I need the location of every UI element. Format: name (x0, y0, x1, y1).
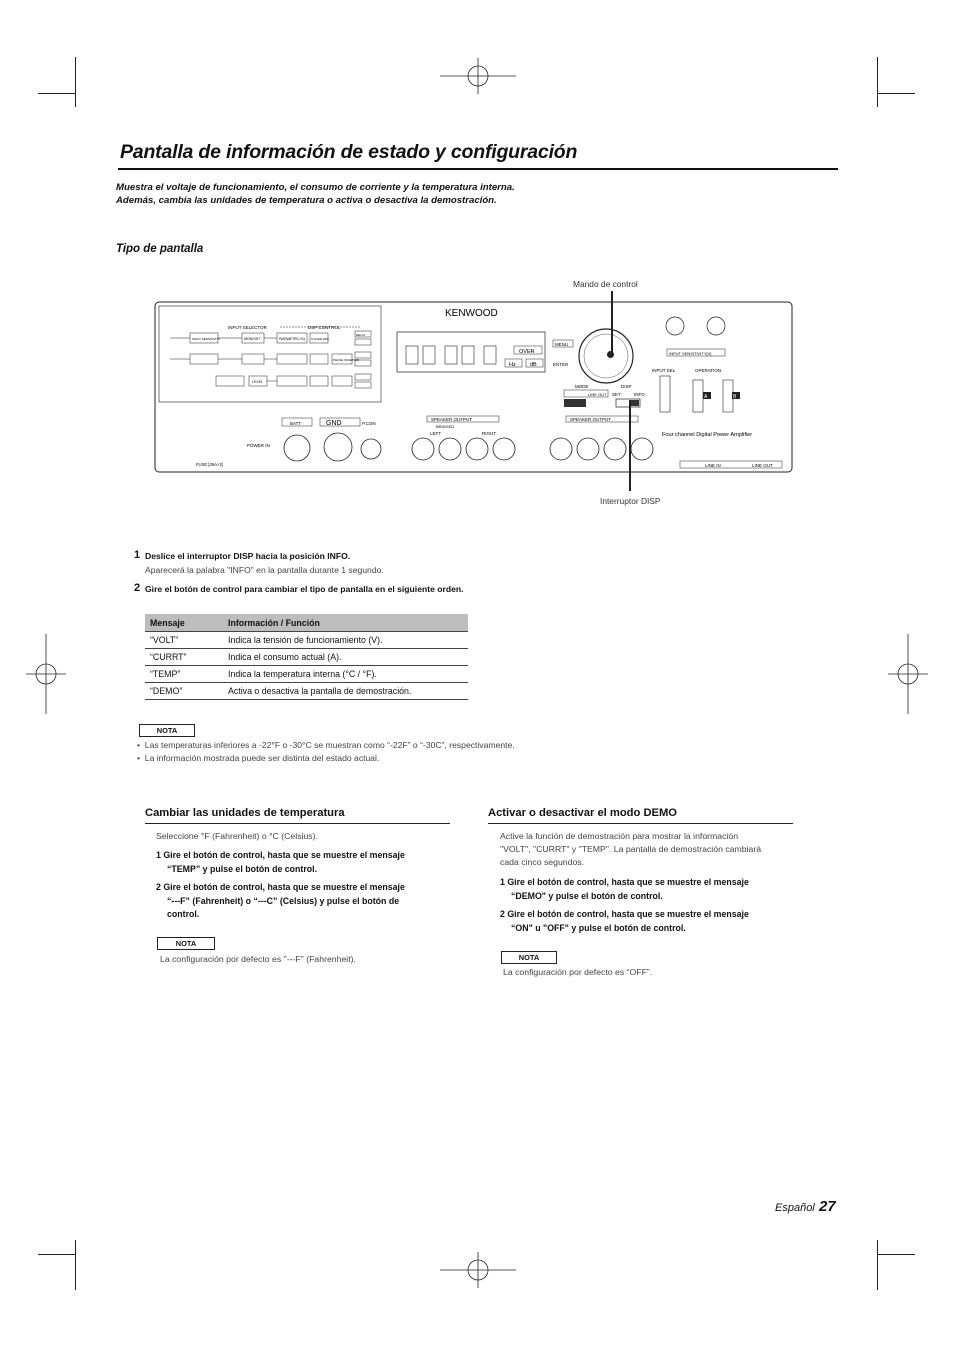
section-rule (488, 823, 793, 824)
panel-batt: BATT (290, 421, 302, 426)
section-intro: Seleccione °F (Fahrenheit) o °C (Celsius). (156, 831, 318, 841)
table-cell: Indica la temperatura interna (°C / °F). (223, 666, 468, 683)
section-heading: Activar o desactivar el modo DEMO (488, 807, 678, 819)
panel-letter-b: B (733, 394, 737, 400)
panel-set: SET (612, 392, 621, 397)
note-label: NOTA (501, 951, 557, 964)
panel-brand: KENWOOD (445, 308, 498, 319)
crop-mark (877, 93, 915, 94)
intro-line: Además, cambia las unidades de temperatura o activa o desactiva la demostración. (116, 194, 497, 206)
registration-mark-icon (26, 634, 66, 714)
table-header: Información / Función (223, 614, 468, 632)
section-title: Tipo de pantalla (116, 243, 204, 255)
panel-db: dB (530, 362, 537, 368)
note-bullet: • Las temperaturas inferiores a -22°F o -30°C se muestran como “-22F” o “-30C”, respectivamente. (137, 740, 515, 750)
crop-mark (75, 57, 76, 107)
section-heading: Cambiar las unidades de temperatura (145, 807, 345, 819)
panel-right: RIGHT (482, 431, 496, 436)
registration-mark-icon (440, 1252, 516, 1288)
table-row (145, 666, 468, 683)
step-subtext: Aparecerá la palabra "INFO" en la pantalla durante 1 segundo. (145, 565, 384, 575)
note-text: La configuración por defecto es “OFF”. (503, 967, 653, 977)
table-cell: “TEMP” (145, 666, 223, 683)
crop-mark (75, 1240, 76, 1290)
title-rule (118, 168, 838, 170)
instruction-line: “ON" u "OFF" y pulse el botón de control. (511, 922, 686, 933)
page-title: Pantalla de información de estado y configuración (120, 141, 578, 163)
instruction-line: 1 Gire el botón de control, hasta que se muestre el mensaje (156, 850, 405, 860)
note-text: La configuración por defecto es "---F" (Fahrenheit). (160, 954, 356, 964)
callout-dot-icon (607, 351, 614, 358)
panel-input-sensitivity: INPUT SENSITIVITY[V] (669, 351, 712, 356)
panel-gnd: GND (326, 420, 342, 427)
panel-bridged: BRIDGED (436, 424, 455, 429)
intro-line: cada cinco segundos. (500, 857, 585, 867)
panel-operation: OPERATION (695, 368, 722, 373)
callout-leader-line (611, 291, 613, 354)
panel-line-out-jack: LINE OUT (752, 463, 773, 468)
panel-disp: DISP (621, 384, 632, 389)
panel-speaker-output-b: SPEAKER OUTPUT (570, 417, 612, 422)
panel-hz: Hz (509, 362, 516, 368)
panel-info: INFO (634, 392, 645, 397)
instruction-line: “DEMO" y pulse el botón de control. (511, 890, 663, 901)
registration-mark-icon (888, 634, 928, 714)
note-label: NOTA (139, 724, 195, 737)
intro-line: Muestra el voltaje de funcionamiento, el consumo de corriente y la temperatura interna. (116, 182, 515, 193)
panel-line-out: LINE OUT (588, 392, 607, 397)
instruction-line: “---F” (Fahrenheit) o “---C” (Celsius) y pulse el botón de (167, 895, 400, 906)
table-cell: “VOLT” (145, 632, 223, 649)
footer-language: Español (775, 1202, 815, 1214)
panel-block-peq: PARAMETRIC EQ (279, 337, 306, 341)
panel-block-xover: X'OVER HPF (311, 337, 329, 341)
instruction-step (156, 849, 405, 876)
panel-pcon: P.CON (362, 421, 376, 426)
table-cell: Activa o desactiva la pantalla de demostración. (223, 683, 468, 700)
note-label: NOTA (157, 937, 215, 950)
instruction-line: 2 Gire el botón de control, hasta que se muestre el mensaje (156, 882, 405, 892)
instruction-step (500, 908, 749, 935)
page-number: 27 (819, 1198, 836, 1215)
table-row (145, 632, 468, 649)
intro-line: "VOLT", "CURRT" y "TEMP". La pantalla de demostración cambiará (500, 844, 762, 854)
panel-block-input-sens: INPUT SENSITIVITY (192, 337, 221, 341)
panel-left: LEFT (430, 431, 442, 436)
panel-enter: ENTER (553, 362, 569, 367)
step-number: 2 (134, 582, 141, 594)
panel-input-selector: INPUT SELECTOR (228, 325, 267, 330)
callout-control-knob: Mando de control (573, 279, 638, 289)
panel-letter-a: A (704, 394, 708, 400)
message-table (145, 614, 468, 700)
panel-fuse: FUSE [25A×3] (196, 462, 223, 467)
table-row (145, 649, 468, 666)
panel-block-level: LEVEL (252, 380, 263, 384)
note-bullet-text: La información mostrada puede ser distinta del estado actual. (144, 753, 380, 763)
crop-mark (877, 1240, 878, 1290)
instruction-line: 1 Gire el botón de control, hasta que se muestre el mensaje (500, 877, 749, 887)
section-rule (145, 823, 450, 824)
panel-block-phase: PHASE INVERTER (333, 358, 360, 362)
note-bullet: • La información mostrada puede ser distinta del estado actual. (137, 753, 380, 763)
callout-disp-switch: Interruptor DISP (600, 496, 661, 506)
panel-amp-label: Four channel Digital Power Amplifier (662, 432, 753, 438)
panel-speaker-output-a: SPEAKER OUTPUT (431, 417, 473, 422)
intro-text (116, 182, 515, 208)
panel-over: OVER (519, 349, 535, 355)
instruction-line: 2 Gire el botón de control, hasta que se muestre el mensaje (500, 909, 749, 919)
panel-dsp-control: DSP CONTROL (308, 325, 341, 330)
registration-mark-icon (440, 58, 516, 94)
table-cell: “CURRT” (145, 649, 223, 666)
note-bullet-text: Las temperaturas inferiores a -22°F o -30°C se muestran como “-22F” o “-30C”, respectivamente. (144, 740, 515, 750)
crop-mark (38, 1254, 76, 1255)
step-number: 1 (134, 549, 141, 561)
table-row (145, 683, 468, 700)
crop-mark (877, 57, 878, 107)
panel-input-sel: INPUT SEL (652, 368, 676, 373)
table-header-row (145, 614, 468, 632)
table-header: Mensaje (145, 614, 223, 632)
instruction-line: “TEMP” y pulse el botón de control. (167, 863, 318, 874)
table-cell: “DEMO” (145, 683, 223, 700)
instruction-step (500, 876, 749, 903)
panel-line-in: LINE IN (705, 463, 721, 468)
crop-mark (877, 1254, 915, 1255)
step-text: Deslice el interruptor DISP hacia la posición INFO. (145, 551, 351, 561)
panel-power-in: POWER IN (247, 443, 270, 448)
amplifier-panel-diagram (150, 296, 795, 478)
callout-leader-line (629, 400, 631, 491)
table-cell: Indica la tensión de funcionamiento (V). (223, 632, 468, 649)
panel-block-mono: MONO/ST (244, 337, 261, 341)
step-text: Gire el botón de control para cambiar el tipo de pantalla en el siguiente orden. (145, 584, 464, 594)
intro-line: Active la función de demostración para mostrar la información (500, 831, 739, 841)
panel-mode: MODE (575, 384, 589, 389)
section-intro (500, 830, 761, 869)
crop-mark (38, 93, 76, 94)
panel-block-delay: DELAY (356, 333, 366, 337)
panel-menu: MENU (555, 342, 569, 347)
instruction-step (156, 881, 405, 922)
instruction-line: control. (167, 909, 200, 919)
table-cell: Indica el consumo actual (A). (223, 649, 468, 666)
